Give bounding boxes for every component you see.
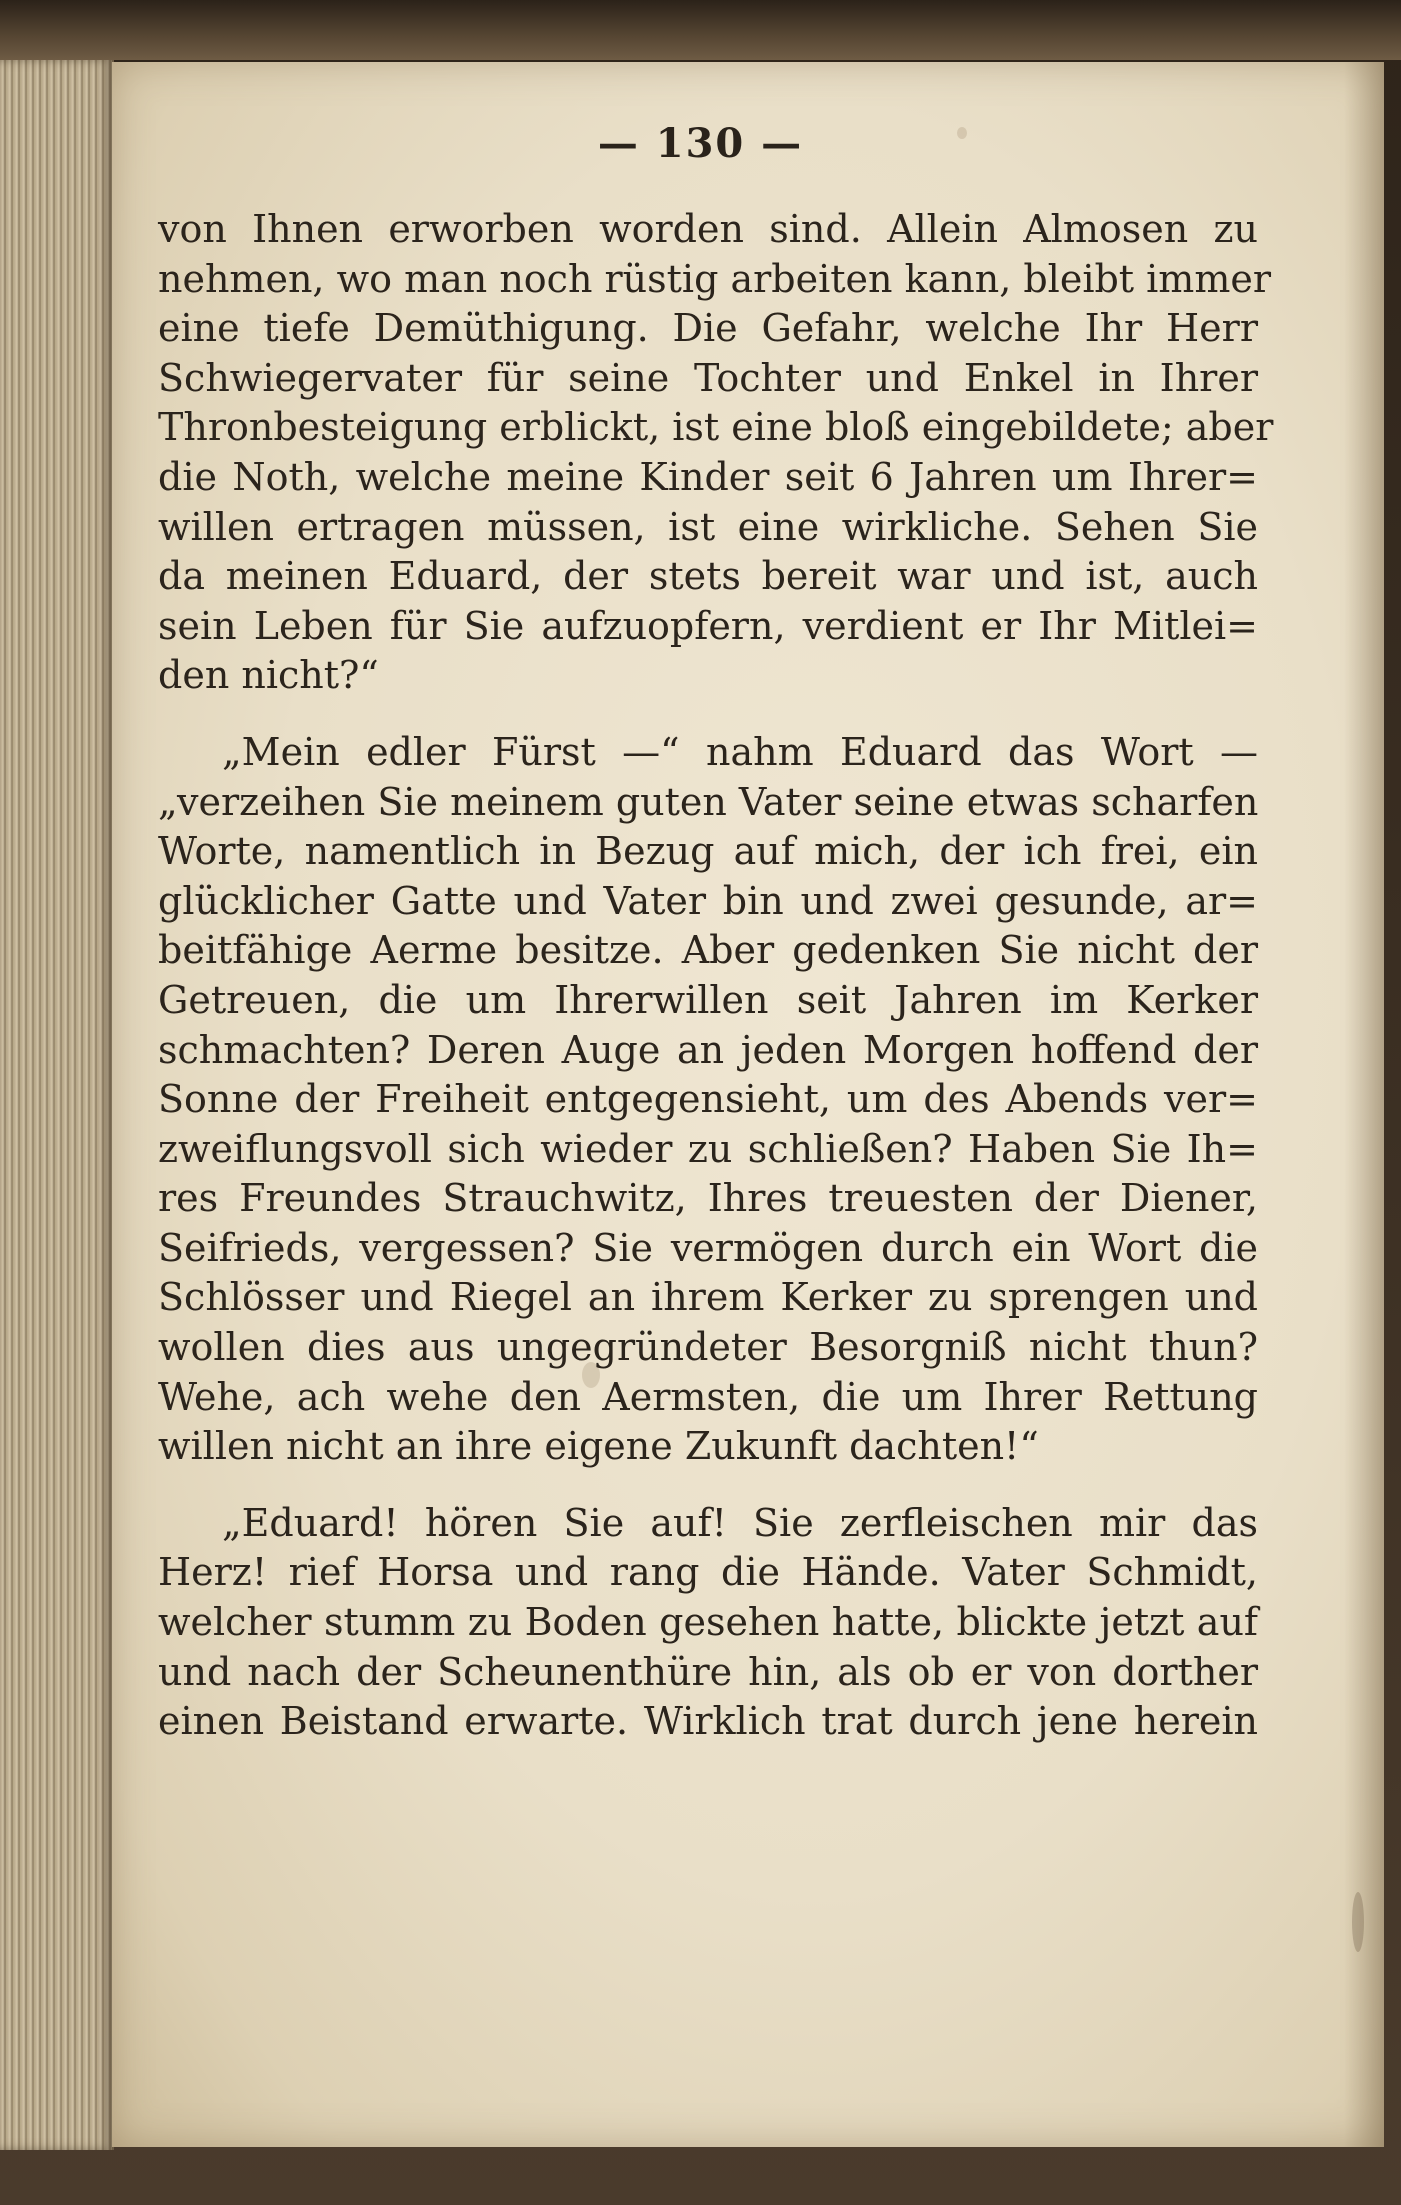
book-cover-top <box>0 0 1401 60</box>
text-line: beitfähige Aerme besitze. Aber gedenken Sie nicht der <box>158 928 1258 973</box>
text-line: nehmen, wo man noch rüstig arbeiten kann, bleibt immer <box>158 256 1272 301</box>
paragraph-3 <box>158 1499 1258 1747</box>
page-number: — 130 — <box>597 120 804 167</box>
text-line: Seifrieds, vergessen? Sie vermögen durch ein Wort die <box>158 1225 1258 1270</box>
text-line: „verzeihen Sie meinem guten Vater seine etwas scharfen <box>158 779 1259 824</box>
text-line: eine tiefe Demüthigung. Die Gefahr, welche Ihr Herr <box>158 306 1258 351</box>
text-line: zweiflungsvoll sich wieder zu schließen? Haben Sie Ih= <box>158 1126 1258 1171</box>
text-line: willen ertragen müssen, ist eine wirkliche. Sehen Sie <box>158 504 1258 549</box>
text-line: und nach der Scheunenthüre hin, als ob er von dorther <box>158 1649 1258 1694</box>
text-line: die Noth, welche meine Kinder seit 6 Jahren um Ihrer= <box>158 454 1258 499</box>
paragraph-1 <box>158 205 1274 701</box>
body-text <box>158 205 1274 1747</box>
paper-stain <box>1352 1892 1364 1952</box>
text-line: „Mein edler Fürst —“ nahm Eduard das Wort — <box>222 729 1258 774</box>
text-line: „Eduard! hören Sie auf! Sie zerfleischen mir das <box>222 1500 1258 1545</box>
page-edges <box>0 60 114 2150</box>
text-line: Herz! rief Horsa und rang die Hände. Vater Schmidt, <box>158 1550 1258 1595</box>
text-line: Sonne der Freiheit entgegensieht, um des Abends ver= <box>158 1077 1258 1122</box>
text-line: Schlösser und Riegel an ihrem Kerker zu sprengen und <box>158 1275 1258 1320</box>
text-line: wollen dies aus ungegründeter Besorgniß nicht thun? <box>158 1325 1258 1370</box>
paragraph-2 <box>158 728 1258 1472</box>
text-line: res Freundes Strauchwitz, Ihres treuesten der Diener, <box>158 1176 1258 1221</box>
text-line: welcher stumm zu Boden gesehen hatte, blickte jetzt auf <box>158 1600 1258 1645</box>
text-line: Getreuen, die um Ihrerwillen seit Jahren im Kerker <box>158 977 1258 1022</box>
text-line: Wehe, ach wehe den Aermsten, die um Ihrer Rettung <box>158 1374 1258 1419</box>
text-line: einen Beistand erwarte. Wirklich trat durch jene herein <box>158 1699 1258 1744</box>
text-line: da meinen Eduard, der stets bereit war und ist, auch <box>158 554 1258 599</box>
text-line: glücklicher Gatte und Vater bin und zwei gesunde, ar= <box>158 878 1258 923</box>
text-line: Thronbesteigung erblickt, ist eine bloß eingebildete; aber <box>158 405 1274 450</box>
text-line: willen nicht an ihre eigene Zukunft dachten!“ <box>158 1424 1039 1469</box>
text-line: von Ihnen erworben worden sind. Allein Almosen zu <box>158 207 1258 251</box>
text-line: sein Leben für Sie aufzuopfern, verdient er Ihr Mitlei= <box>158 603 1258 648</box>
text-line: Schwiegervater für seine Tochter und Enkel in Ihrer <box>158 355 1258 400</box>
text-line: schmachten? Deren Auge an jeden Morgen hoffend der <box>158 1027 1258 1072</box>
text-line: den nicht?“ <box>158 653 379 698</box>
text-line: Worte, namentlich in Bezug auf mich, der ich frei, ein <box>158 829 1258 874</box>
